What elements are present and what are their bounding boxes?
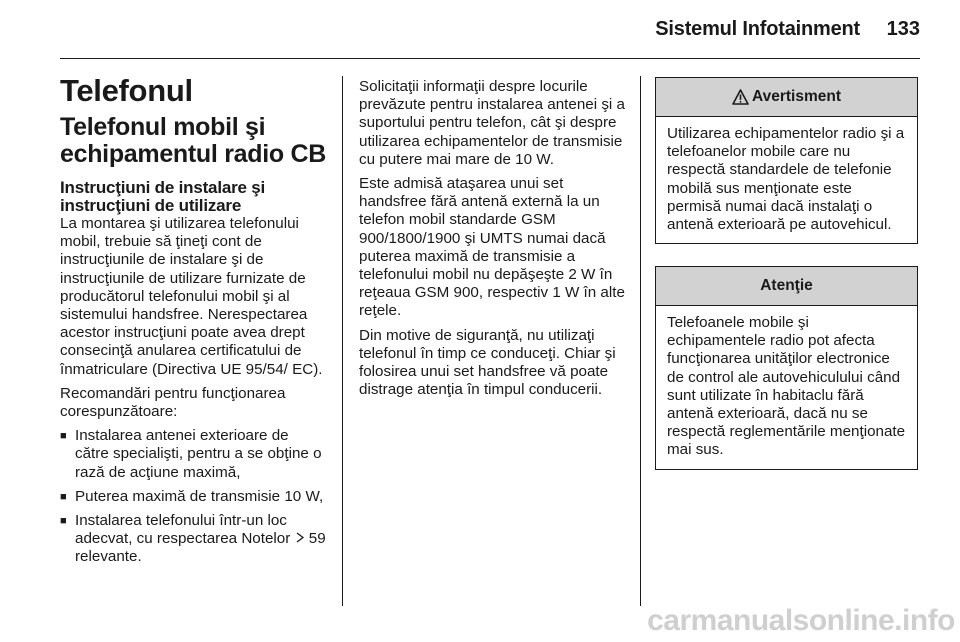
caution-box-title: Atenţie (760, 277, 813, 294)
installation-paragraph: La montarea şi utilizarea telefonului mobil, trebuie să ţineţi cont de instrucţiunile de instalare şi de instrucţiunile de utilizare furnizate de producătorul telefonului mobil şi al sistemului handsfree. Nerespectarea acestor instrucţiuni poate avea drept consecinţă anularea certificatului de înmatriculare (Directiva UE 95/54/ EC). (60, 215, 323, 378)
list-item (60, 427, 326, 482)
warning-box-title: Avertisment (751, 88, 841, 105)
handsfree-paragraph: Este admisă ataşarea unui set handsfree fără antenă externă la un telefon mobil standarde GSM 900/1800/1900 şi UMTS numai dacă puterea maximă de transmisie a telefonului mobil nu depăşeşte 2 W în reţeaua GSM 900, respectiv 1 W în alte reţele. (359, 175, 625, 320)
list-item (60, 512, 326, 567)
recommendations-intro: Recomandări pentru funcţionarea corespunzătoare: (60, 384, 286, 421)
caution-box-body: Telefoanele mobile şi echipamentele radio pot afecta funcţionarea unităţilor electronice de control ale autovehiculului când sunt utilizate în habitaclu fără antenă exterioară, dacă nu se respectă reglementările menţionate mai sus. (667, 314, 906, 459)
warning-box-header (656, 78, 917, 117)
list-item-text: Instalarea telefonului într-un loc adecvat, cu respectarea Notelor (75, 512, 291, 548)
bullet-marker: ■ (60, 490, 67, 503)
page-reference-link[interactable]: 59 relevante. (75, 530, 326, 566)
left-column (60, 70, 326, 573)
section-title: Telefonul (60, 73, 193, 108)
column-divider (640, 76, 641, 606)
safety-paragraph: Din motive de siguranţă, nu utilizaţi telefonul în timp ce conduceţi. Chiar şi folosirea unui set handsfree vă poate distrage atenţia în timpul conducerii. (359, 326, 616, 399)
warning-triangle-icon (732, 89, 749, 105)
page-reference-arrow-icon (295, 531, 305, 541)
watermark: carmanualsonline.info (647, 604, 955, 637)
list-item-text: Puterea maximă de transmisie 10 W, (75, 487, 324, 505)
instructions-heading: Instrucţiuni de instalare şi instrucţiuni de utilizare (60, 178, 266, 215)
subsection-title: Telefonul mobil şi echipamentul radio CB (60, 113, 326, 168)
caution-box-header (656, 267, 917, 306)
warning-box (655, 77, 918, 244)
warning-box-body: Utilizarea echipamentelor radio şi a telefoanelor mobile care nu respectă standardele de telefonie mobilă sus menţionate este permisă numai dacă instalaţi o antenă exterioară pe autovehicul. (667, 125, 905, 234)
list-item-text: Instalarea antenei exterioare de către specialişti, pentru a se obţine o rază de acţiune maximă, (75, 427, 322, 481)
caution-box (655, 266, 918, 470)
middle-column (359, 78, 627, 405)
running-header-title: Sistemul Infotainment (655, 18, 860, 40)
page-number: 133 (886, 18, 920, 40)
column-divider (342, 76, 343, 606)
antenna-info-paragraph: Solicitaţii informaţii despre locurile prevăzute pentru instalarea antenei şi a suportului pentru telefon, cât şi despre utilizarea echipamentelor de transmisie cu putere mai mare de 10 W. (359, 78, 625, 168)
bullet-marker: ■ (60, 430, 67, 443)
recommendations-list (60, 427, 326, 566)
list-item (60, 488, 326, 506)
header-rule (60, 58, 920, 59)
bullet-marker: ■ (60, 515, 67, 528)
